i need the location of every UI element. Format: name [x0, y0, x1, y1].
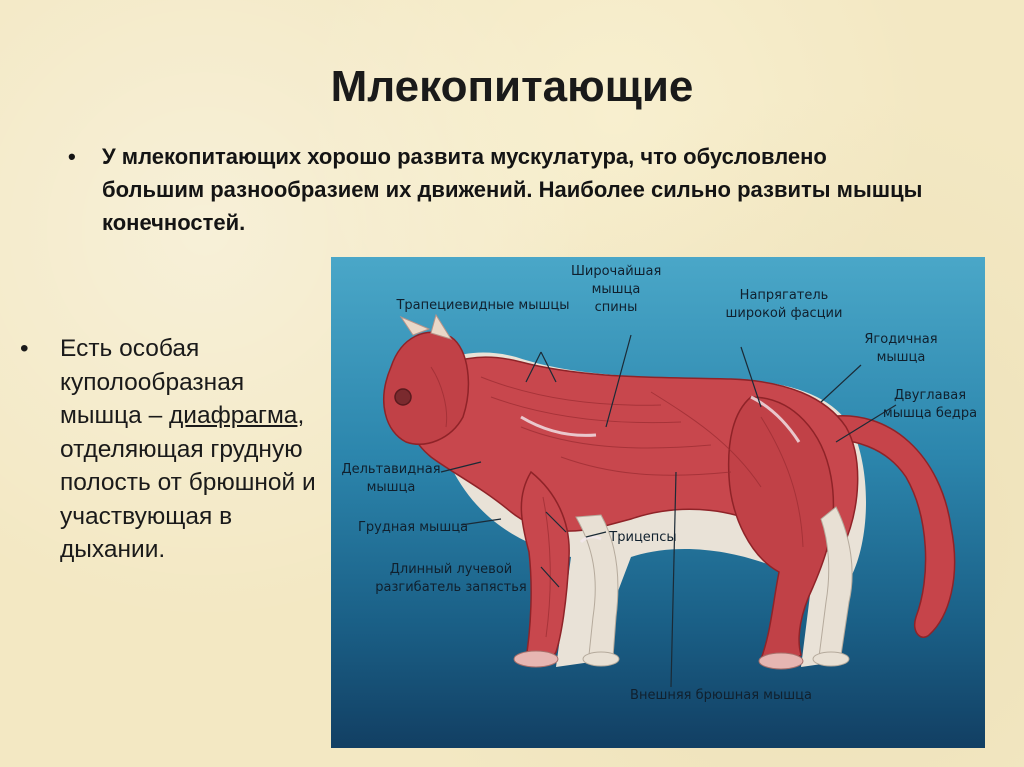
label-triceps: Трицепсы: [609, 530, 677, 545]
intro-text: У млекопитающих хорошо развита мускулатура, что обусловлено большим разнообразием их движений. Наиболее сильно развиты мышцы конечностей.: [102, 144, 923, 235]
label-tensor: Напрягатель широкой фасции: [725, 288, 843, 321]
diaphragm-text-before: Есть особая куполообразная мышца –: [60, 335, 245, 429]
label-biceps-femoris: Двуглавая мышца бедра: [882, 388, 978, 421]
label-trapezius: Трапециевидные мышцы: [396, 298, 570, 313]
label-gluteal: Ягодичная мышца: [864, 332, 938, 365]
diaphragm-text: [60, 332, 326, 567]
label-pectoral: Грудная мышца: [357, 520, 469, 535]
label-deltoid: Дельтавидная мышца: [341, 462, 441, 495]
diaphragm-term: диафрагма: [169, 402, 298, 429]
diaphragm-text-after: , отделяющая грудную полость от брюшной и участвующая в дыхании.: [60, 402, 316, 563]
bullet-marker: •: [68, 144, 76, 169]
label-extensor: Длинный лучевой разгибатель запястья: [375, 562, 527, 595]
label-abdominal: Внешняя брюшная мышца: [630, 688, 812, 703]
label-latissimus: [571, 263, 661, 317]
cat-muscles-figure: [331, 257, 985, 748]
intro-bullet: [68, 140, 928, 239]
bullet-marker: •: [20, 335, 29, 362]
slide-title: Млекопитающие: [330, 62, 694, 111]
diaphragm-bullet: [20, 332, 326, 567]
label-latissimus-text: Широчайшая мышца спины: [571, 264, 662, 315]
